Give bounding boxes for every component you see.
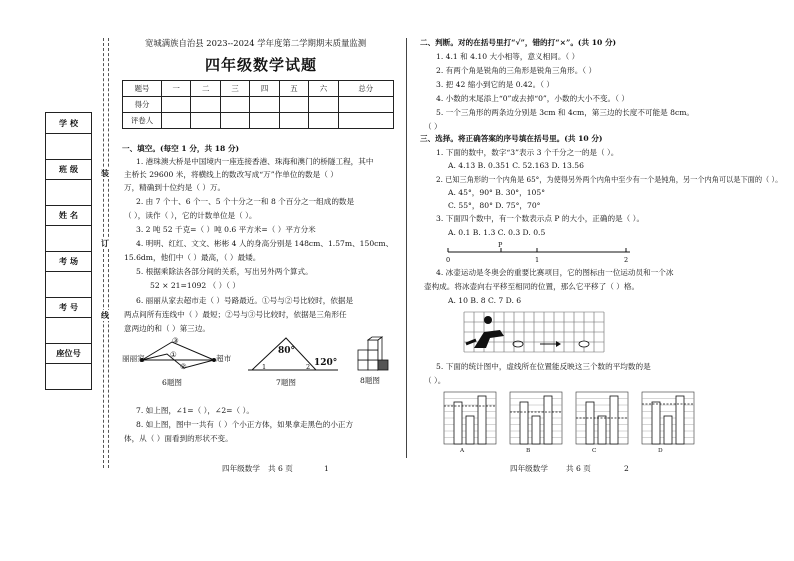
grader-cell[interactable] [162, 113, 191, 129]
bar-chart-bar [454, 402, 462, 444]
field-school: 学 校 [46, 113, 91, 134]
section1-heading: 一、填空。(每空 1 分，共 18 分) [122, 144, 240, 153]
fig6-route-3: ③ [172, 336, 179, 345]
field-name-blank[interactable] [46, 225, 91, 252]
choice-q3-options: A. 0.1 B. 1.3 C. 0.3 D. 0.5 [448, 228, 546, 237]
q5-line2: 52 × 21=1092 （ ）（ ） [150, 281, 241, 290]
fig7-mark-2: 2 [306, 363, 311, 371]
q1-line1: 1. 港珠澳大桥是中国境内一座连接香港、珠海和澳门的桥隧工程，其中 [136, 157, 374, 166]
q4-line1: 4. 明明、红红、文文、彬彬 4 人的身高分别是 148cm、1.57m、150cm、 [136, 239, 394, 248]
field-room: 考 场 [46, 251, 91, 272]
field-class-blank[interactable] [46, 179, 91, 206]
choice-q2-options-ab: A. 45°，90° B. 30°，105° [448, 188, 545, 197]
bar-chart-bar [664, 416, 672, 444]
q7-line: 7. 如上图，∠1=（ ），∠2=（ ）。 [136, 406, 254, 415]
field-number-blank[interactable] [46, 317, 91, 344]
score-cell[interactable] [338, 97, 393, 113]
binding-char-2: 订 [101, 238, 109, 248]
footer-left-number: 1 [324, 464, 329, 473]
curling-grid [460, 310, 610, 354]
score-cell[interactable] [279, 97, 308, 113]
choice-q3: 3. 下面四个数中，有一个数表示点 P 的大小，正确的是（ ）。 [436, 214, 645, 223]
choice-q1: 1. 下面的数中，数字“3”表示 3 个千分之一的是（ ）。 [436, 148, 619, 157]
bar-chart-bar [652, 402, 660, 444]
bar-chart-label-c: C [592, 448, 597, 454]
score-header-cell: 五 [279, 81, 308, 97]
judge-q1: 1. 4.1 和 4.10 大小相等，意义相同。（ ） [436, 52, 580, 61]
choice-q4-line2: 壶构成。将冰壶向右平移至相同的位置，那么它平移了（ ）格。 [424, 282, 640, 291]
fig7-angle-80: 80° [278, 346, 296, 356]
judge-q2: 2. 有两个角是锐角的三角形是锐角三角形。（ ） [436, 66, 597, 75]
field-number: 考 号 [46, 297, 91, 318]
page-title: 四年级数学试题 [205, 56, 318, 74]
score-header-cell: 二 [191, 81, 220, 97]
footer-left-pages: 共 6 页 [268, 464, 293, 473]
binding-char-1: 装 [101, 168, 109, 178]
fig6-market-label: 超市 [216, 354, 232, 363]
footer-right-pages: 共 6 页 [566, 464, 591, 473]
bar-chart-bar [586, 402, 594, 444]
q5-line1: 5. 根据乘除法各部分间的关系，写出另外两个算式。 [136, 267, 313, 276]
footer-left-subject: 四年级数学 [222, 464, 260, 473]
grader-cell[interactable] [250, 113, 279, 129]
field-school-blank[interactable] [46, 133, 91, 160]
grader-cell[interactable] [279, 113, 308, 129]
footer-right-number: 2 [624, 464, 629, 473]
score-header-cell: 六 [309, 81, 338, 97]
score-header-cell: 四 [250, 81, 279, 97]
binding-line-right [108, 38, 109, 468]
score-header-cell: 一 [162, 81, 191, 97]
fig6-caption: 6题图 [162, 378, 183, 387]
score-cell[interactable] [162, 97, 191, 113]
score-cell[interactable] [191, 97, 220, 113]
q1-line3: 万，精确到十位约是（ ）万。 [124, 183, 226, 192]
choice-q5-line2: （ ）。 [424, 376, 446, 385]
binding-char-3: 线 [101, 310, 109, 320]
grader-cell[interactable] [191, 113, 220, 129]
judge-q5-line2: （ ） [424, 122, 442, 131]
section2-heading: 二、判断。对的在括号里打“√”，错的打“×”。(共 10 分) [420, 38, 617, 47]
student-info-box [45, 112, 92, 390]
score-header-cell: 总分 [338, 81, 393, 97]
bar-chart-bar [544, 396, 552, 444]
q1-line2: 主桥长 29600 米，将横线上的数改写成“万”作单位的数是（ ） [124, 170, 338, 179]
choice-q4-options: A. 10 B. 8 C. 7 D. 6 [448, 296, 522, 305]
judge-q5-line1: 5. 一个三角形的两条边分别是 3cm 和 4cm，第三边的长度不可能是 8cm。 [436, 108, 695, 117]
average-bar-charts [440, 390, 710, 448]
choice-q5-line1: 5. 下面的统计图中，虚线所在位置能反映这三个数的平均数的是 [436, 362, 651, 371]
score-cell[interactable] [250, 97, 279, 113]
field-class: 班 级 [46, 159, 91, 180]
grader-cell[interactable] [309, 113, 338, 129]
binding-line-left [103, 38, 104, 468]
choice-q2-options-cd: C. 55°，80° D. 75°，70° [448, 201, 541, 210]
exam-name: 宽城满族自治县 2023--2024 学年度第二学期期末质量监测 [145, 38, 367, 48]
fig7-mark-1: 1 [262, 363, 267, 371]
page-divider [406, 38, 407, 458]
bar-chart-bar [466, 416, 474, 444]
score-cell[interactable] [220, 97, 249, 113]
score-table [122, 80, 394, 129]
q2-line2: （ ），读作（ ），它的计数单位是（ ）。 [124, 211, 257, 220]
field-seat-blank[interactable] [46, 363, 91, 388]
bar-chart-bar [532, 416, 540, 444]
footer-right-subject: 四年级数学 [510, 464, 548, 473]
figure-8-cubes [356, 334, 392, 376]
judge-q4: 4. 小数的末尾添上“0”或去掉“0”，小数的大小不变。（ ） [436, 94, 629, 103]
fig7-angle-120: 120° [314, 358, 338, 368]
number-line-0: 0 [446, 256, 451, 264]
section3-heading: 三、选择。将正确答案的序号填在括号里。(共 10 分) [420, 134, 603, 143]
bar-chart-bar [520, 402, 528, 444]
judge-q3: 3. 把 42 缩小到它的是 0.42。（ ） [436, 80, 555, 89]
score-header-cell: 三 [220, 81, 249, 97]
q4-line2: 15.6dm，他们中（ ）最高，（ ）最矮。 [124, 253, 261, 262]
q8-line1: 8. 如上图，图中一共有（ ）个小正方体，如果拿走黑色的小正方 [136, 420, 354, 429]
field-name: 姓 名 [46, 205, 91, 226]
field-room-blank[interactable] [46, 271, 91, 298]
number-line-2: 2 [624, 256, 629, 264]
fig8-caption: 8题图 [360, 376, 381, 385]
bar-chart-bar [676, 396, 684, 444]
grader-cell[interactable] [338, 113, 393, 129]
bar-chart-label-b: B [526, 448, 531, 454]
bar-chart-label-d: D [658, 448, 663, 454]
score-row-label: 评卷人 [123, 113, 162, 129]
bar-chart-bar [610, 396, 618, 444]
score-cell[interactable] [309, 97, 338, 113]
grader-cell[interactable] [220, 113, 249, 129]
q6-line1: 6. 丽丽从家去超市走（ ）号路最近。①号与②号比较时，依据是 [136, 296, 354, 305]
fig6-route-2: ② [180, 362, 187, 371]
bar-chart-bar [598, 416, 606, 444]
choice-q1-options: A. 4.13 B. 0.351 C. 52.163 D. 13.56 [448, 161, 584, 170]
bar-chart-bar [478, 396, 486, 444]
q2-line1: 2. 由 7 个十、6 个一、5 个十分之一和 8 个百分之一组成的数是 [136, 197, 355, 206]
fig6-home-label: 丽丽家 [122, 354, 145, 363]
score-header-cell: 题号 [123, 81, 162, 97]
field-seat: 座位号 [46, 343, 91, 364]
number-line [440, 240, 640, 264]
bar-chart-label-a: A [460, 448, 465, 454]
q6-line3: 意两边的和（ ）第三边。 [124, 324, 210, 333]
q6-line2: 两点间所有连线中（ ）最短；②号与③号比较时，依据是三角形任 [124, 310, 347, 319]
number-line-p: P [498, 241, 503, 249]
fig6-route-1: ① [170, 350, 177, 359]
number-line-1: 1 [535, 256, 540, 264]
q3-line: 3. 2 吨 52 千克=（ ）吨 0.6 平方米=（ ）平方分米 [136, 225, 316, 234]
fig7-caption: 7题图 [276, 378, 297, 387]
choice-q2: 2. 已知三角形的一个内角是 65°，为使得另外两个内角中至少有一个是钝角，另一个内角可以是下面的（ ）。 [436, 175, 783, 184]
score-row-label: 得分 [123, 97, 162, 113]
choice-q4-line1: 4. 冰壶运动是冬奥会的重要比赛项目，它的图标由一位运动员和一个冰 [436, 268, 674, 277]
q8-line2: 体，从（ ）面看到的形状不变。 [124, 434, 233, 443]
figure-7-triangle [246, 334, 342, 378]
